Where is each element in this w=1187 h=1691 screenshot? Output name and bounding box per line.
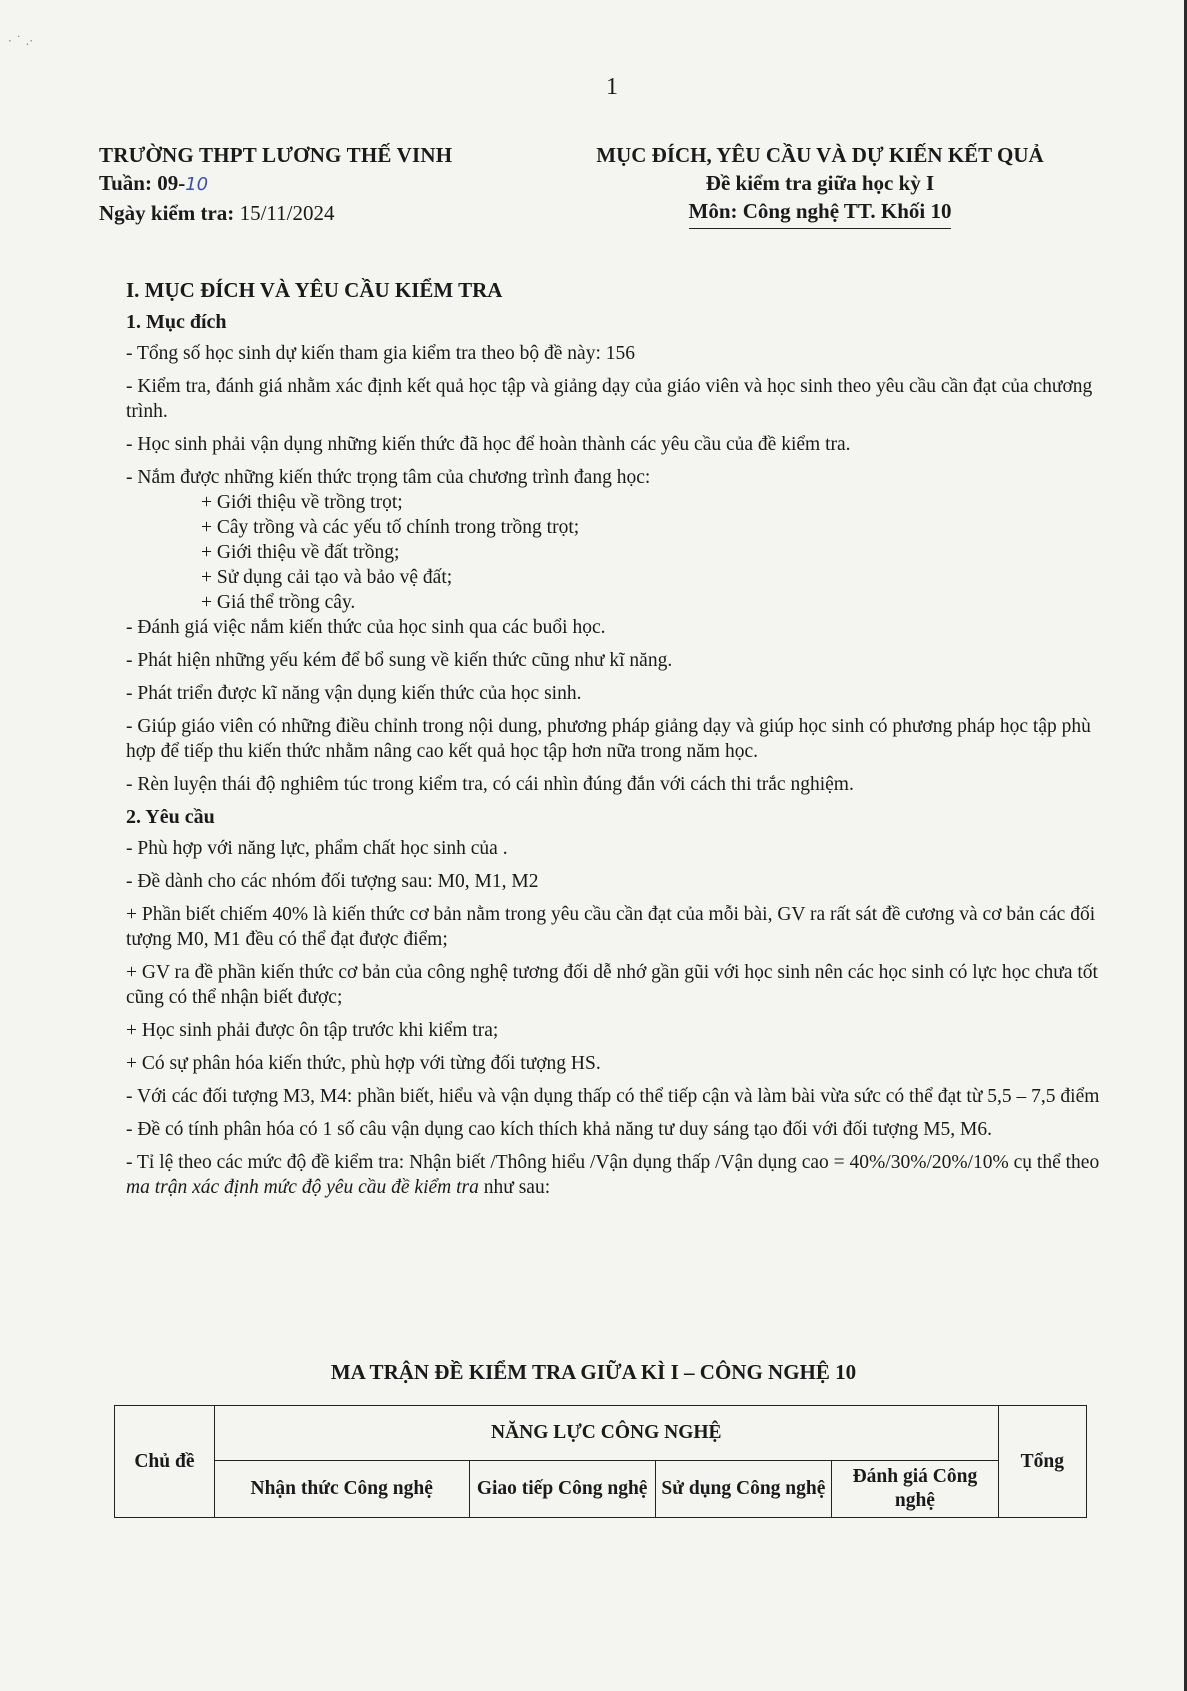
purpose-item: - Giúp giáo viên có những điều chỉnh trong nội dung, phương pháp giảng dạy và giúp học sinh có phương pháp học tập phù hợp để tiếp thu kiến thức nhằm nâng cao kết quả học tập hơn nữa trong năm học. xyxy=(126,716,1091,762)
requirement-item: + GV ra đề phần kiến thức cơ bản của công nghệ tương đối dễ nhớ gần gũi với học sinh nên các học sinh có lực học chưa tốt cũng có thể nhận biết được; xyxy=(126,962,1098,1008)
main-content xyxy=(126,278,1111,1200)
date-line xyxy=(99,199,452,227)
purpose-item: - Phát hiện những yếu kém để bổ sung về kiến thức cũng như kĩ năng. xyxy=(126,650,673,671)
topic-item: + Sử dụng cải tạo và bảo vệ đất; xyxy=(201,567,453,588)
date-value: 15/11/2024 xyxy=(239,201,335,225)
scan-specks: · ˙ .· xyxy=(8,34,34,48)
purpose-item: - Rèn luyện thái độ nghiêm túc trong kiểm tra, có cái nhìn đúng đắn với cách thi trắc nghiệm. xyxy=(126,774,854,795)
matrix-title: MA TRẬN ĐỀ KIỂM TRA GIỮA KÌ I – CÔNG NGHỆ 10 xyxy=(330,1360,857,1384)
col-topic-header: Chủ đề xyxy=(115,1406,215,1518)
section-heading: I. MỤC ĐÍCH VÀ YÊU CẦU KIỂM TRA xyxy=(126,278,503,302)
col-evaluation-header: Đánh giá Công nghệ xyxy=(832,1461,999,1518)
topic-item: + Giới thiệu về trồng trọt; xyxy=(201,492,403,513)
table-row xyxy=(115,1406,1087,1461)
header-right xyxy=(540,141,1100,229)
date-label: Ngày kiểm tra: xyxy=(99,201,235,225)
group-header: NĂNG LỰC CÔNG NGHỆ xyxy=(214,1406,998,1461)
doc-subtitle: Đề kiểm tra giữa học kỳ I xyxy=(705,171,935,195)
week-handwritten: 10 xyxy=(185,174,209,195)
table-row xyxy=(115,1461,1087,1518)
week-value: 09- xyxy=(157,171,186,195)
requirement-item: + Học sinh phải được ôn tập trước khi kiểm tra; xyxy=(126,1020,499,1041)
requirement-item: + Có sự phân hóa kiến thức, phù hợp với từng đối tượng HS. xyxy=(126,1053,601,1074)
ratio-paragraph xyxy=(126,1150,1111,1200)
col-total-header: Tổng xyxy=(998,1406,1086,1518)
requirement-item: - Đề dành cho các nhóm đối tượng sau: M0, M1, M2 xyxy=(126,871,539,892)
purpose-item: - Nắm được những kiến thức trọng tâm của chương trình đang học: xyxy=(126,467,651,488)
col-communication-header: Giao tiếp Công nghệ xyxy=(469,1461,655,1518)
purpose-heading: 1. Mục đích xyxy=(126,311,227,333)
ratio-tail: như sau: xyxy=(478,1177,551,1198)
col-usage-header: Sử dụng Công nghệ xyxy=(655,1461,831,1518)
topic-list xyxy=(126,490,1111,615)
purpose-item: - Kiểm tra, đánh giá nhằm xác định kết quả học tập và giảng dạy của giáo viên và học sinh theo yêu cầu cần đạt của chương trình. xyxy=(126,376,1093,422)
topic-item: + Giới thiệu về đất trồng; xyxy=(201,542,400,563)
col-cognition-header: Nhận thức Công nghệ xyxy=(214,1461,469,1518)
requirement-item: - Với các đối tượng M3, M4: phần biết, hiểu và vận dụng thấp có thể tiếp cận và làm bài vừa sức có thể đạt từ 5,5 – 7,5 điểm xyxy=(126,1086,1100,1107)
purpose-item: - Tổng số học sinh dự kiến tham gia kiểm tra theo bộ đề này: 156 xyxy=(126,343,635,364)
purpose-item: - Phát triển được kĩ năng vận dụng kiến thức của học sinh. xyxy=(126,683,582,704)
doc-title: MỤC ĐÍCH, YÊU CẦU VÀ DỰ KIẾN KẾT QUẢ xyxy=(596,143,1044,167)
topic-item: + Giá thể trồng cây. xyxy=(201,592,356,613)
requirements-heading: 2. Yêu cầu xyxy=(126,806,215,828)
ratio-italic: ma trận xác định mức độ yêu cầu đề kiểm tra xyxy=(126,1177,479,1198)
header-left xyxy=(99,141,452,227)
topic-item: + Cây trồng và các yếu tố chính trong trồng trọt; xyxy=(201,517,580,538)
purpose-item: - Học sinh phải vận dụng những kiến thức đã học để hoàn thành các yêu cầu của đề kiểm tra. xyxy=(126,434,851,455)
purpose-item: - Đánh giá việc nắm kiến thức của học sinh qua các buổi học. xyxy=(126,617,606,638)
requirement-item: + Phần biết chiếm 40% là kiến thức cơ bản nằm trong yêu cầu cần đạt của mỗi bài, GV ra rất sát đề cương và cơ bản các đối tượng M0, M1 đều có thể đạt được điểm; xyxy=(126,904,1096,950)
requirement-item: - Phù hợp với năng lực, phẩm chất học sinh của . xyxy=(126,838,508,859)
page-number: 1 xyxy=(606,74,618,100)
week-label: Tuần: xyxy=(99,171,152,195)
doc-subject: Môn: Công nghệ TT. Khối 10 xyxy=(689,197,952,229)
ratio-text: - Tỉ lệ theo các mức độ đề kiểm tra: Nhận biết /Thông hiểu /Vận dụng thấp /Vận dụng cao = 40%/30%/20%/10% cụ thể theo xyxy=(126,1152,1100,1173)
school-name: TRƯỜNG THPT LƯƠNG THẾ VINH xyxy=(99,143,453,167)
requirement-item: - Đề có tính phân hóa có 1 số câu vận dụng cao kích thích khả năng tư duy sáng tạo đối với đối tượng M5, M6. xyxy=(126,1119,993,1140)
matrix-table xyxy=(114,1405,1087,1518)
week-line xyxy=(99,169,452,199)
